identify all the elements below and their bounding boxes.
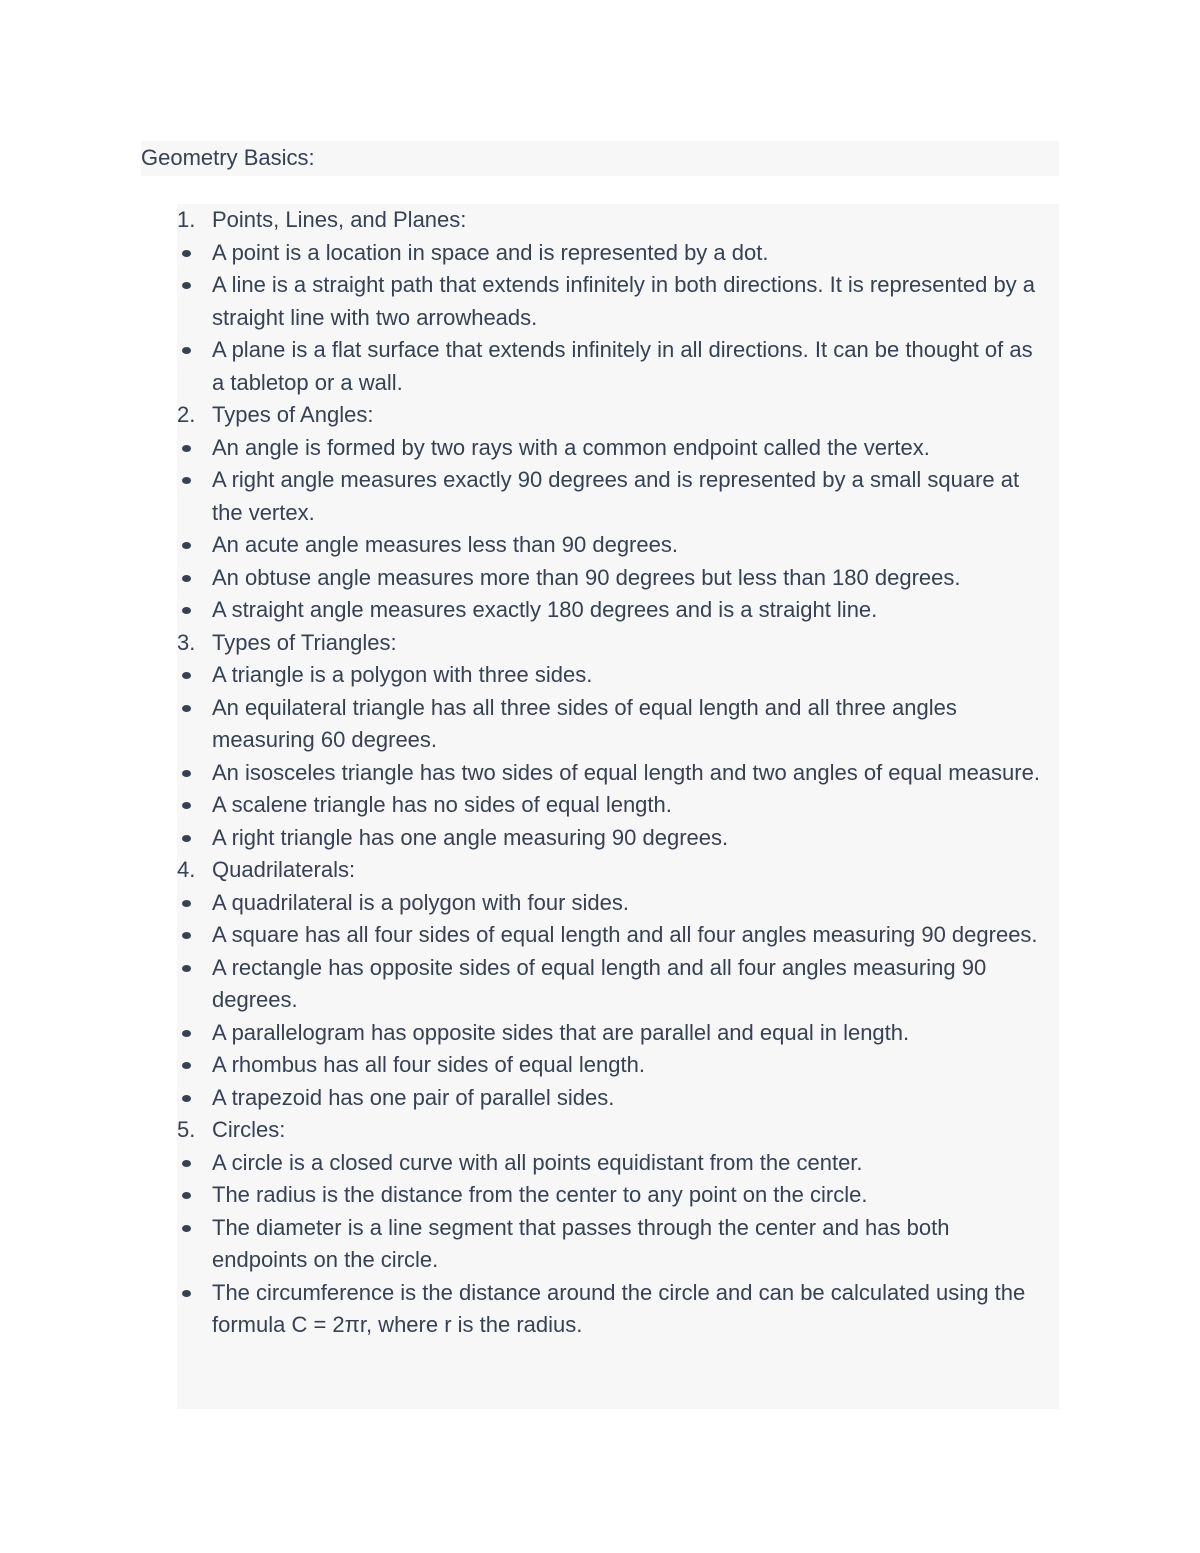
bullet-text: The radius is the distance from the center to any point on the circle. bbox=[212, 1182, 868, 1207]
bullet-dot-icon bbox=[182, 542, 191, 549]
bullet-dot-icon bbox=[182, 1030, 191, 1037]
bullet-dot-icon bbox=[182, 1290, 191, 1297]
bullet-item bbox=[177, 1212, 1047, 1277]
bullet-item bbox=[177, 1277, 1047, 1342]
bullet-item bbox=[177, 1017, 1047, 1050]
bullet-text: A straight angle measures exactly 180 degrees and is a straight line. bbox=[212, 597, 878, 622]
bullet-text: A point is a location in space and is represented by a dot. bbox=[212, 239, 769, 265]
bullet-item bbox=[177, 594, 1047, 627]
bullet-text: An angle is formed by two rays with a common endpoint called the vertex. bbox=[212, 434, 930, 460]
bullet-text: A rhombus has all four sides of equal length. bbox=[212, 1052, 645, 1077]
section-number: 3. bbox=[177, 629, 196, 655]
bullet-item bbox=[177, 269, 1047, 334]
bullet-text: The diameter is a line segment that passes through the center and has both endpoints on the circle. bbox=[212, 1214, 950, 1272]
heading-block bbox=[141, 141, 1059, 176]
section-number: 4. bbox=[177, 857, 196, 882]
bullet-dot-icon bbox=[182, 250, 191, 257]
bullet-item bbox=[177, 1147, 1047, 1180]
bullet-dot-icon bbox=[182, 1160, 191, 1167]
bullet-item bbox=[177, 789, 1047, 822]
section-number: 5. bbox=[177, 1117, 196, 1142]
section-item bbox=[177, 1114, 1047, 1147]
bullet-text: An isosceles triangle has two sides of equal length and two angles of equal measure. bbox=[212, 759, 1040, 785]
section-item bbox=[177, 204, 1047, 237]
document-heading: Geometry Basics: bbox=[141, 145, 315, 170]
section-title: Types of Triangles: bbox=[212, 629, 397, 655]
section-title: Circles: bbox=[212, 1117, 286, 1142]
geometry-list bbox=[177, 204, 1047, 1342]
bullet-dot-icon bbox=[182, 1225, 191, 1232]
content-block bbox=[177, 204, 1059, 1409]
bullet-text: A scalene triangle has no sides of equal length. bbox=[212, 792, 672, 817]
section-number: 2. bbox=[177, 402, 196, 427]
bullet-text: A triangle is a polygon with three sides. bbox=[212, 662, 593, 687]
bullet-item bbox=[177, 952, 1047, 1017]
bullet-text: A parallelogram has opposite sides that are parallel and equal in length. bbox=[212, 1019, 910, 1045]
bullet-dot-icon bbox=[182, 477, 191, 484]
bullet-dot-icon bbox=[182, 1095, 191, 1102]
section-item bbox=[177, 854, 1047, 887]
section-number: 1. bbox=[177, 207, 196, 232]
bullet-item bbox=[177, 887, 1047, 920]
section-title: Points, Lines, and Planes: bbox=[212, 207, 467, 232]
bullet-item bbox=[177, 1179, 1047, 1212]
bullet-dot-icon bbox=[182, 607, 191, 614]
bullet-text: A circle is a closed curve with all points equidistant from the center. bbox=[212, 1149, 863, 1175]
bullet-text: A rectangle has opposite sides of equal length and all four angles measuring 90 degrees. bbox=[212, 954, 987, 1012]
bullet-text: The circumference is the distance around the circle and can be calculated using the formula C = 2πr, where r is the radius. bbox=[212, 1279, 1026, 1337]
bullet-text: An acute angle measures less than 90 degrees. bbox=[212, 532, 678, 557]
bullet-dot-icon bbox=[182, 900, 191, 907]
bullet-item bbox=[177, 464, 1047, 529]
bullet-dot-icon bbox=[182, 965, 191, 972]
bullet-text: An equilateral triangle has all three sides of equal length and all three angles measuring 60 degrees. bbox=[212, 694, 957, 752]
bullet-dot-icon bbox=[182, 770, 191, 777]
bullet-dot-icon bbox=[182, 282, 191, 289]
bullet-text: An obtuse angle measures more than 90 degrees but less than 180 degrees. bbox=[212, 564, 961, 590]
bullet-item bbox=[177, 562, 1047, 595]
bullet-item bbox=[177, 1082, 1047, 1115]
bullet-dot-icon bbox=[182, 932, 191, 939]
section-item bbox=[177, 399, 1047, 432]
bullet-item bbox=[177, 692, 1047, 757]
section-item bbox=[177, 627, 1047, 660]
bullet-dot-icon bbox=[182, 672, 191, 679]
bullet-item bbox=[177, 334, 1047, 399]
bullet-dot-icon bbox=[182, 445, 191, 452]
bullet-text: A square has all four sides of equal length and all four angles measuring 90 degrees. bbox=[212, 922, 1038, 947]
bullet-text: A quadrilateral is a polygon with four sides. bbox=[212, 889, 630, 915]
section-title: Quadrilaterals: bbox=[212, 857, 356, 882]
bullet-text: A plane is a flat surface that extends infinitely in all directions. It can be thought of as a tabletop or a wall. bbox=[212, 337, 1033, 395]
bullet-dot-icon bbox=[182, 347, 191, 354]
bullet-item bbox=[177, 822, 1047, 855]
bullet-item bbox=[177, 1049, 1047, 1082]
bullet-text: A right angle measures exactly 90 degrees and is represented by a small square at the vertex. bbox=[212, 467, 1020, 525]
bullet-dot-icon bbox=[182, 835, 191, 842]
bullet-text: A right triangle has one angle measuring 90 degrees. bbox=[212, 824, 729, 850]
bullet-dot-icon bbox=[182, 705, 191, 712]
bullet-dot-icon bbox=[182, 802, 191, 809]
bullet-item bbox=[177, 529, 1047, 562]
bullet-item bbox=[177, 757, 1047, 790]
bullet-text: A trapezoid has one pair of parallel sides. bbox=[212, 1084, 615, 1110]
bullet-text: A line is a straight path that extends infinitely in both directions. It is represented by a straight line with two arrowheads. bbox=[212, 272, 1036, 330]
bullet-item bbox=[177, 432, 1047, 465]
bullet-item bbox=[177, 919, 1047, 952]
bullet-dot-icon bbox=[182, 575, 191, 582]
bullet-item bbox=[177, 659, 1047, 692]
bullet-dot-icon bbox=[182, 1062, 191, 1069]
section-title: Types of Angles: bbox=[212, 402, 374, 427]
bullet-item bbox=[177, 237, 1047, 270]
bullet-dot-icon bbox=[182, 1192, 191, 1199]
